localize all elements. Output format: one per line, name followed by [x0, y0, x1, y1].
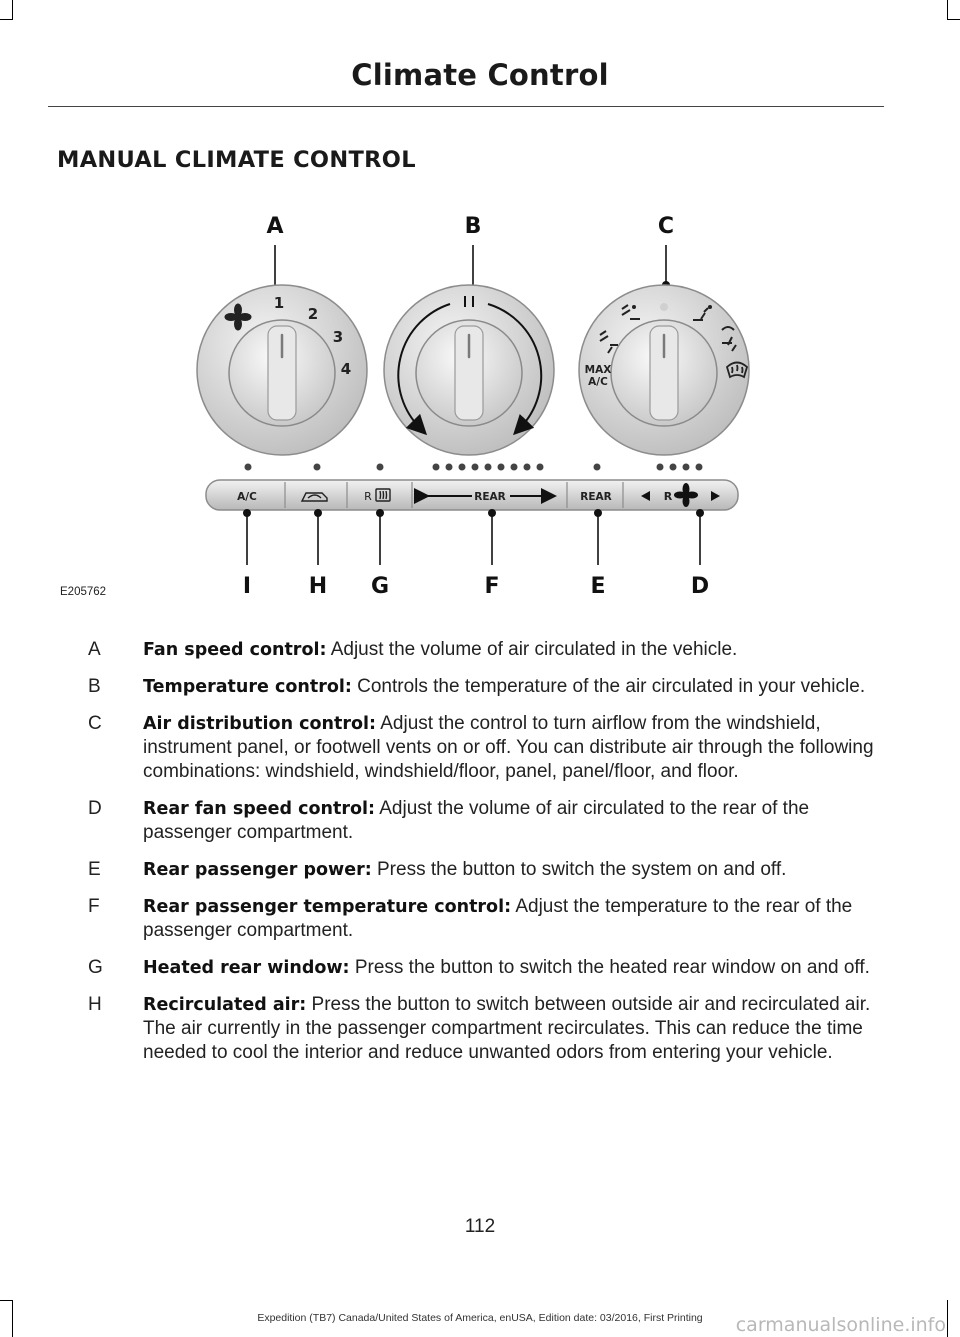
watermark: carmanualsonline.info [735, 1314, 946, 1336]
figure-code: E205762 [60, 586, 107, 598]
legend-item [88, 675, 878, 699]
legend-description [143, 858, 878, 882]
temperature-dial[interactable] [384, 285, 554, 455]
legend-item [88, 638, 878, 662]
legend-letter: B [88, 676, 101, 697]
legend-letter: H [88, 994, 102, 1015]
bottom-callout-lines [247, 513, 700, 565]
legend-item [88, 858, 878, 882]
callout-a: A [266, 214, 284, 239]
callout-g: G [370, 574, 390, 599]
callout-e: E [590, 574, 606, 599]
indicator-dots [245, 464, 703, 471]
legend-description [143, 797, 878, 845]
legend-body: Press the button to switch the system on and off. [371, 859, 787, 880]
crop-mark [0, 1300, 13, 1301]
header-rule [48, 106, 884, 107]
legend-body: Adjust the volume of air circulated in the vehicle. [326, 639, 738, 660]
legend-term: Recirculated air: [143, 995, 307, 1015]
fan-speed-2: 2 [307, 305, 319, 323]
page-header-title: Climate Control [351, 58, 609, 92]
legend-description [143, 712, 878, 784]
legend-description [143, 993, 878, 1065]
rear-power-button[interactable] [580, 491, 611, 503]
legend-term: Air distribution control: [143, 714, 376, 734]
legend-letter: E [88, 859, 101, 880]
crop-mark [947, 19, 960, 20]
legend-item [88, 956, 878, 980]
legend-body: Adjust the control to turn airflow from the windshield, instrument panel, or footwell vents on or off. You can distribute air through the following combinations: windshield, windshield/floor, panel, panel/floor, and floor. [143, 713, 874, 782]
legend-body: Press the button to switch the heated rear window on and off. [349, 957, 870, 978]
legend-item [88, 993, 878, 1065]
crop-mark [12, 0, 13, 20]
climate-control-diagram [160, 195, 800, 615]
callout-f: F [484, 574, 500, 599]
fan-speed-dial[interactable] [197, 285, 367, 455]
rear-temp-label: REAR [474, 491, 506, 503]
legend-term: Rear passenger temperature control: [143, 897, 512, 917]
legend-term: Fan speed control: [143, 640, 327, 660]
fan-speed-4: 4 [340, 360, 352, 378]
ac-button[interactable] [237, 491, 257, 503]
legend-term: Rear fan speed control: [143, 799, 376, 819]
climate-control-figure [160, 195, 800, 615]
crop-mark [0, 19, 13, 20]
page-number: 112 [464, 1216, 496, 1237]
legend-body: Adjust the volume of air circulated to the rear of the passenger compartment. [143, 798, 810, 843]
legend-body: Controls the temperature of the air circulated in your vehicle. [351, 676, 866, 697]
max-ac-label-ac: A/C [588, 376, 608, 388]
legend-description [143, 895, 878, 943]
legend-description [143, 638, 878, 662]
air-distribution-dial[interactable] [579, 285, 749, 455]
rear-power-label: REAR [580, 491, 612, 503]
callout-b: B [464, 214, 482, 239]
legend-term: Rear passenger power: [143, 860, 372, 880]
legend-term: Temperature control: [143, 677, 352, 697]
legend-item [88, 797, 878, 845]
max-ac-label-max: MAX [584, 364, 612, 376]
legend-body: Adjust the temperature to the rear of the passenger compartment. [143, 896, 853, 941]
legend-list [88, 638, 878, 1078]
legend-letter: G [88, 957, 103, 978]
callout-d: D [690, 574, 710, 599]
legend-letter: A [88, 639, 101, 660]
legend-body: Press the button to switch between outside air and recirculated air. The air currently in the passenger compartment recirculates. This can reduce the time needed to cool the interior and reduce unwanted odors from entering your vehicle. [143, 994, 871, 1063]
rear-fan-r-label: R [663, 490, 673, 503]
legend-description [143, 675, 878, 699]
legend-term: Heated rear window: [143, 958, 350, 978]
fan-speed-1: 1 [273, 294, 285, 312]
crop-mark [947, 0, 948, 20]
ac-button-label: A/C [237, 491, 257, 503]
legend-item [88, 712, 878, 784]
legend-letter: F [88, 896, 100, 917]
callout-h: H [308, 574, 328, 599]
legend-item [88, 895, 878, 943]
legend-letter: C [88, 713, 102, 734]
page-footer: Expedition (TB7) Canada/United States of America, enUSA, Edition date: 03/2016, First Printing [257, 1312, 703, 1324]
heated-rear-window-label: R [364, 490, 372, 503]
fan-speed-3: 3 [332, 328, 344, 346]
callout-c: C [657, 214, 675, 239]
callout-i: I [242, 574, 252, 599]
legend-letter: D [88, 798, 102, 819]
legend-description [143, 956, 878, 980]
section-heading: MANUAL CLIMATE CONTROL [57, 147, 416, 173]
